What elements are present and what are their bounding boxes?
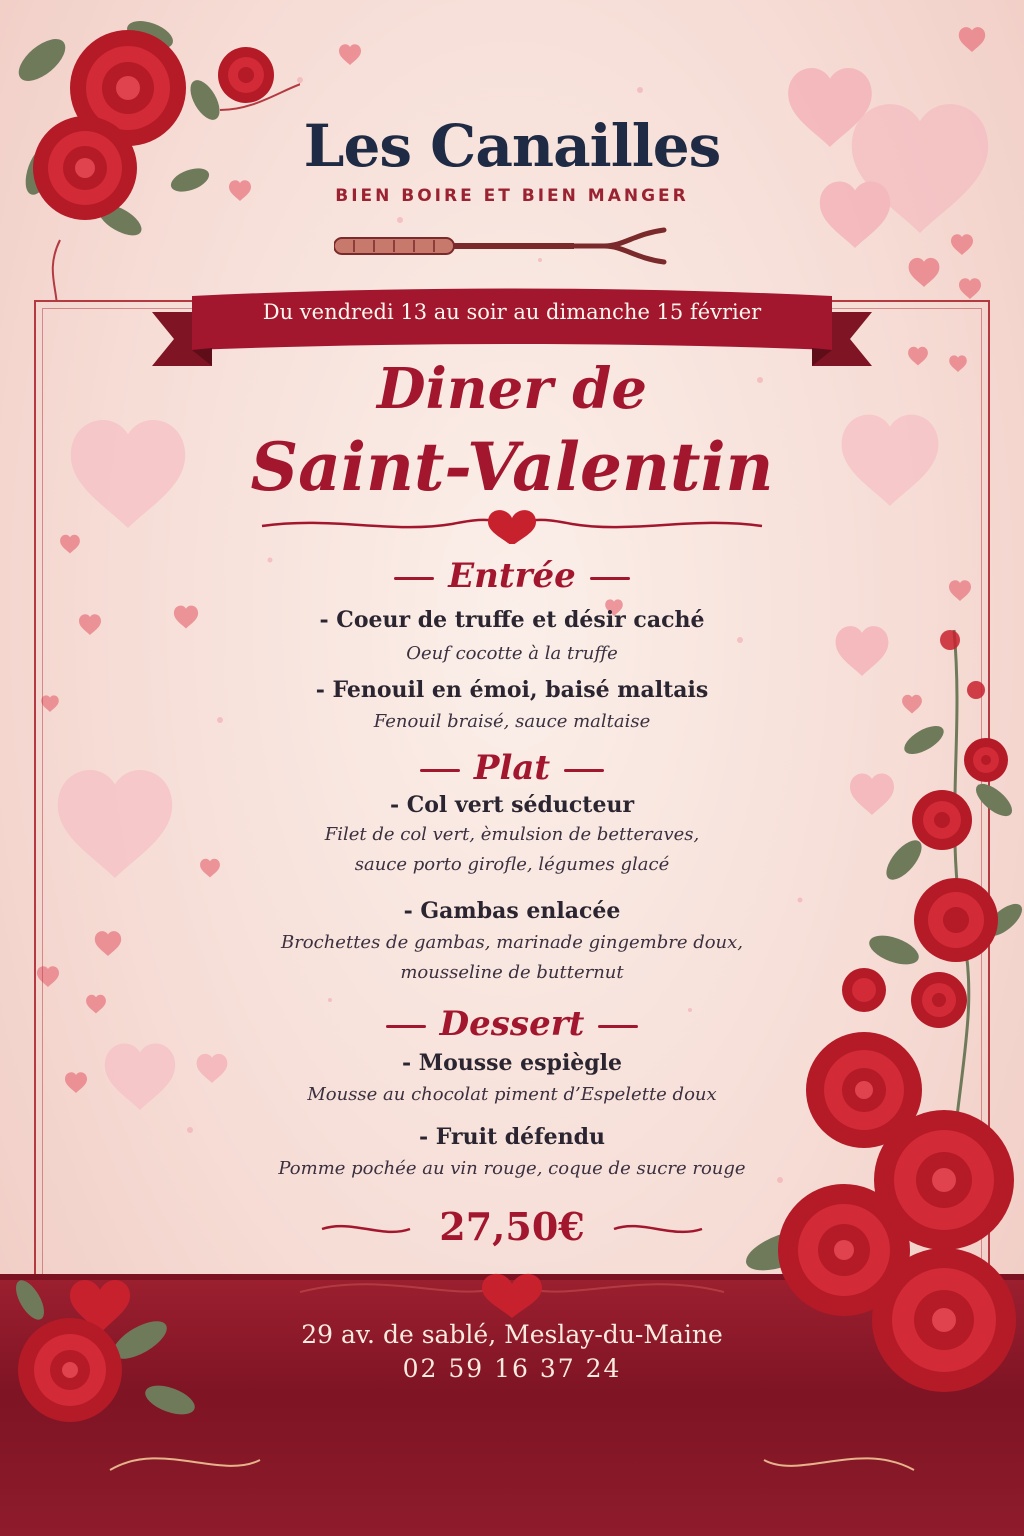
event-title-line1: Diner de — [377, 356, 647, 422]
dish-name: - Fruit défendu — [418, 1124, 605, 1150]
dish-description: Fenouil braisé, sauce maltaise — [373, 711, 651, 732]
rose-icon — [218, 47, 274, 103]
restaurant-address: 29 av. de sablé, Meslay-du-Maine — [301, 1320, 723, 1349]
flourish-divider — [252, 504, 772, 544]
dish-description: Mousse au chocolat piment d’Espelette doux — [307, 1084, 717, 1105]
dish-description: Oeuf cocotte à la truffe — [406, 643, 618, 664]
footer-flourish-corners — [0, 1430, 1024, 1520]
dish-name: - Mousse espiègle — [401, 1050, 623, 1076]
dish-description: Brochettes de gambas, marinade gingembre doux, — [280, 932, 744, 953]
dish-description: sauce porto girofle, légumes glacé — [354, 854, 670, 875]
heart-icon — [482, 1274, 542, 1318]
dish-description: Filet de col vert, èmulsion de betteraves, — [324, 824, 700, 845]
dish-name: - Fenouil en émoi, baisé maltais — [315, 677, 709, 703]
fork-icon — [334, 226, 674, 266]
restaurant-name: Les Canailles — [303, 112, 721, 180]
footer-heart-flourish — [0, 1262, 1024, 1322]
section-title-entree: Entrée — [0, 556, 1024, 596]
dish-name: - Gambas enlacée — [403, 898, 621, 924]
heart-icon — [488, 510, 536, 544]
restaurant-tagline: BIEN BOIRE ET BIEN MANGER — [335, 186, 689, 206]
restaurant-phone: 02 59 16 37 24 — [402, 1354, 622, 1383]
dish-name: - Coeur de truffe et désir caché — [319, 607, 705, 633]
dish-name: - Col vert séducteur — [389, 792, 635, 818]
dish-description: mousseline de butternut — [400, 962, 624, 983]
menu-price: 27,50€ — [439, 1204, 585, 1249]
dish-description: Pomme pochée au vin rouge, coque de sucre rouge — [278, 1158, 746, 1179]
section-title-plat: Plat — [0, 748, 1024, 788]
event-dates: Du vendredi 13 au soir au dimanche 15 février — [262, 300, 762, 324]
event-title-line2: Saint-Valentin — [250, 428, 774, 506]
section-title-dessert: Dessert — [0, 1004, 1024, 1044]
